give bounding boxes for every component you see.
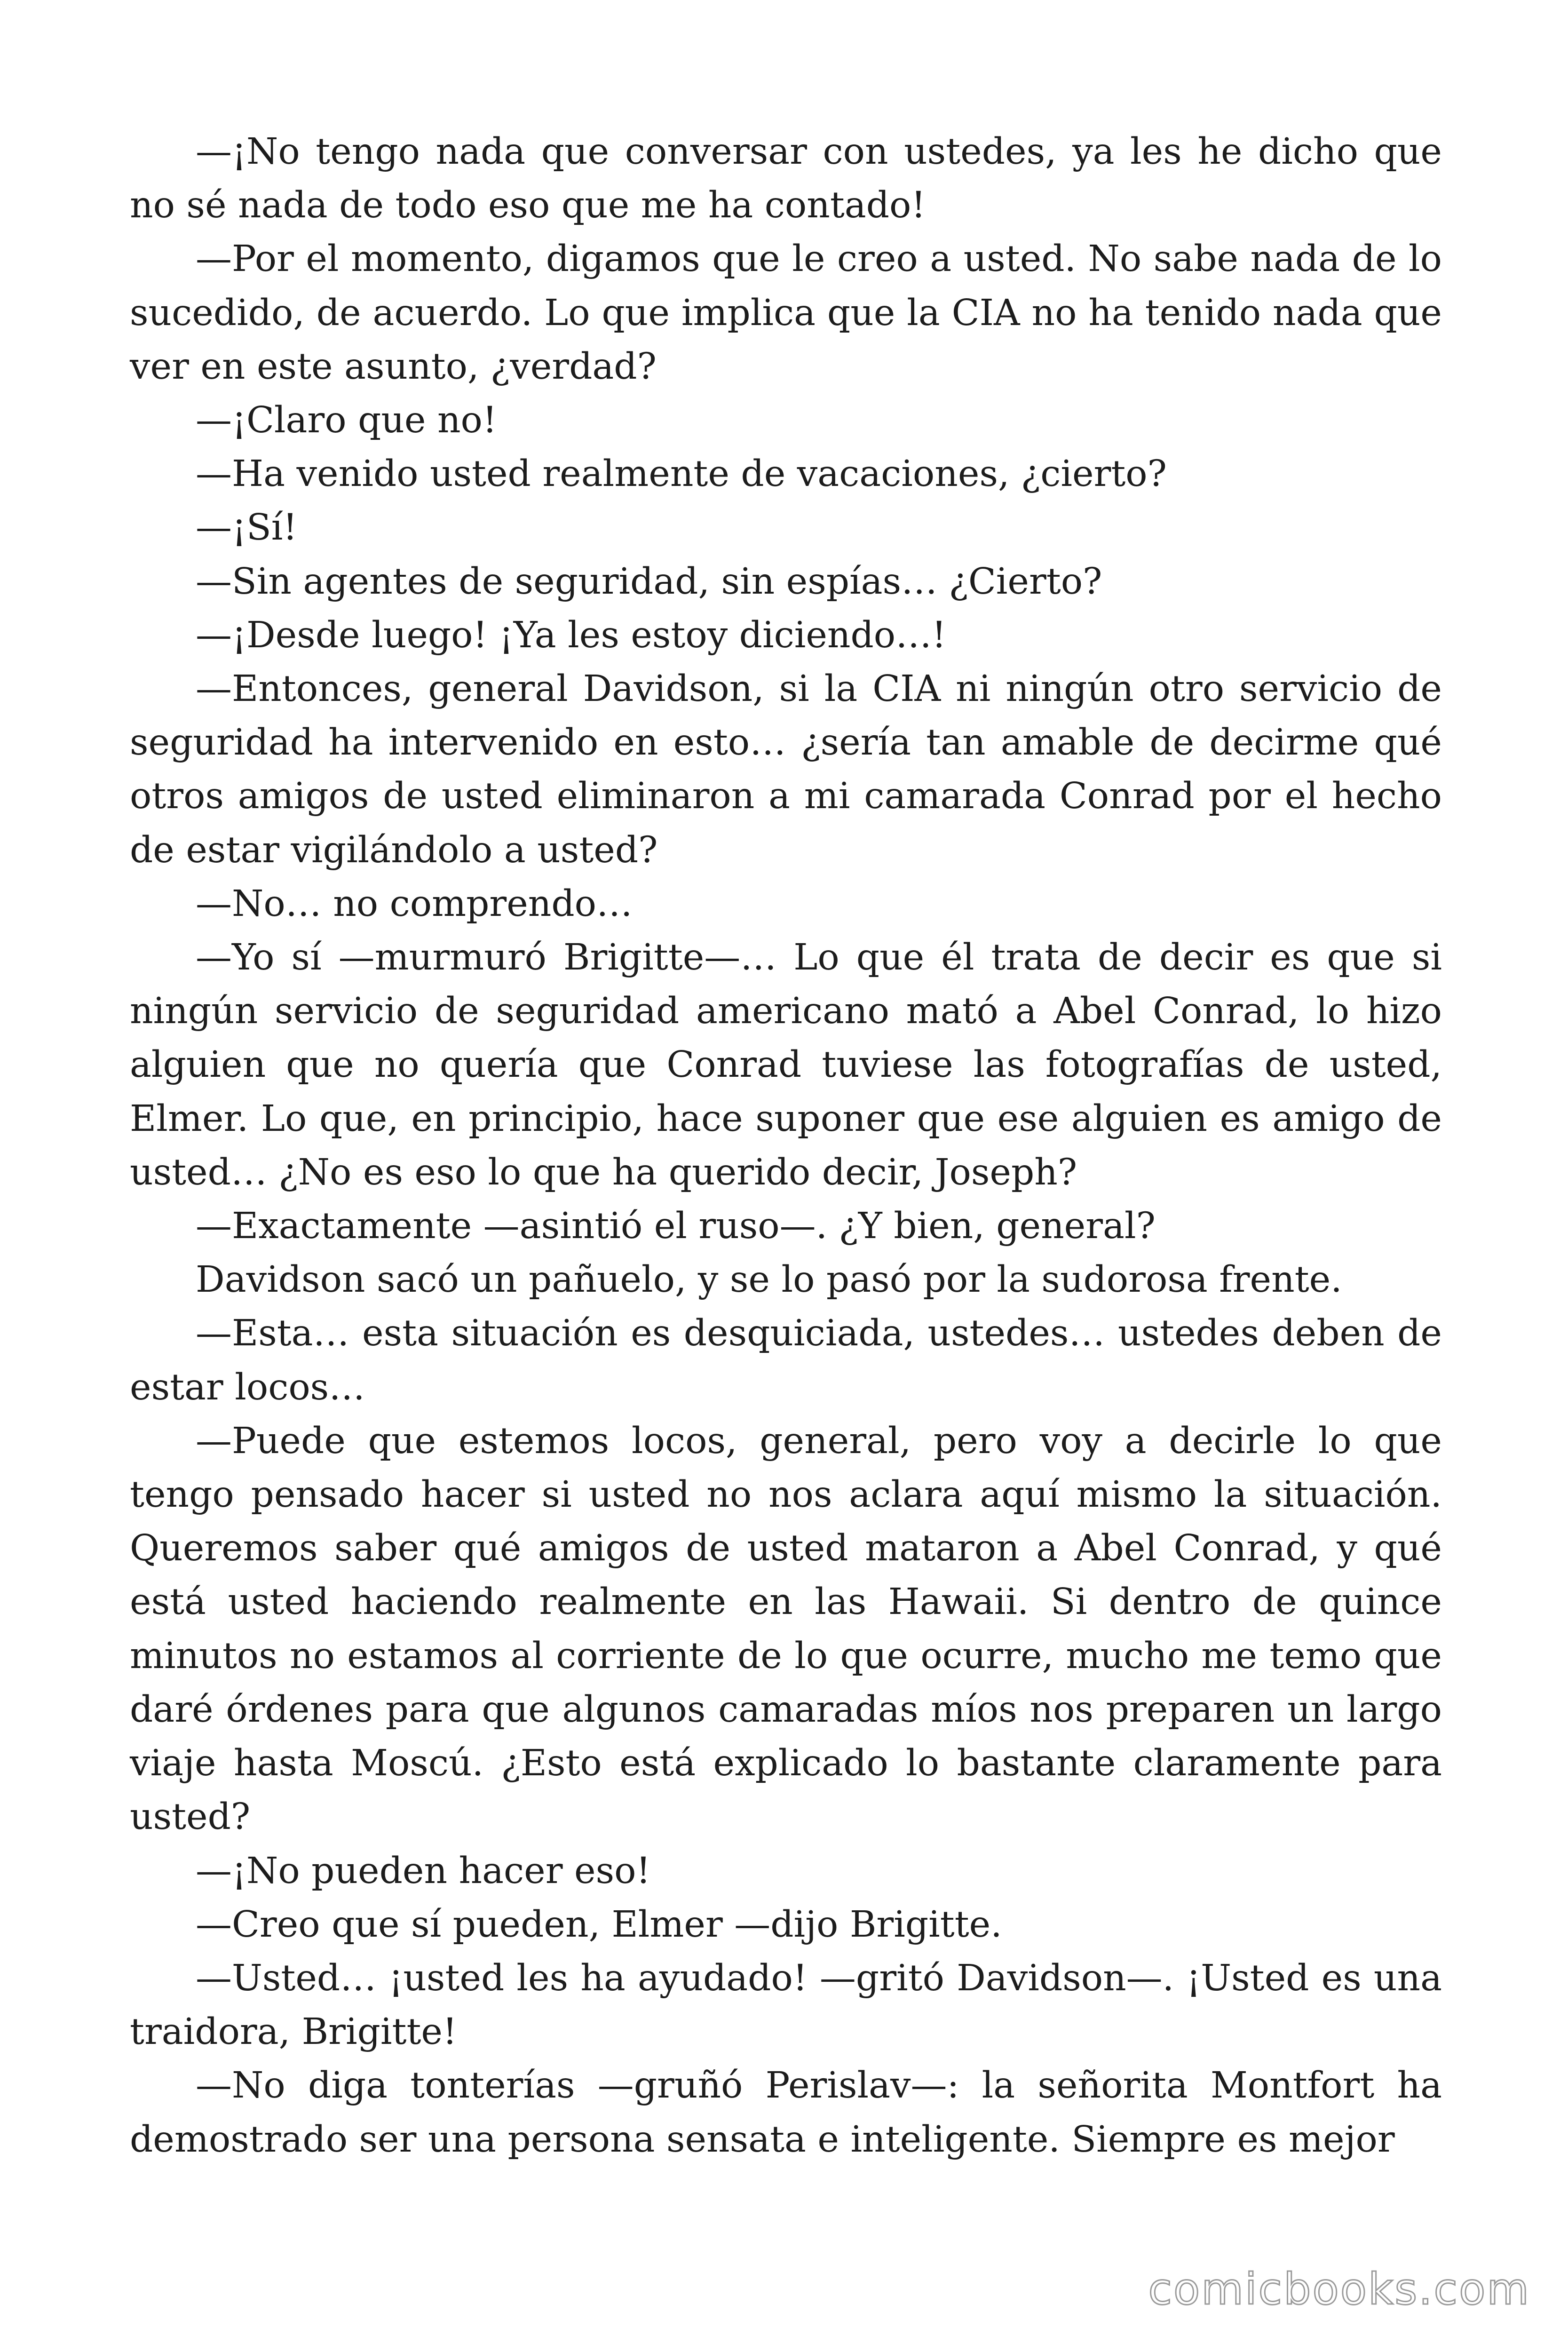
paragraph: —Puede que estemos locos, general, pero voy a decirle lo que tengo pensado hacer si usted no nos aclara aquí mismo la situación. Queremos saber qué amigos de usted mataron a Abel Conrad, y qué está usted haciendo realmente en las Hawaii. Si dentro de quince minutos no estamos al corriente de lo que ocurre, mucho me temo que daré órdenes para que algunos camaradas míos nos preparen un largo viaje hasta Moscú. ¿Esto está explicado lo bastante claramente para usted? (130, 1420, 1442, 1838)
paragraph: —¡Claro que no! (196, 399, 497, 442)
paragraph: —Sin agentes de seguridad, sin espías… ¿Cierto? (196, 560, 1102, 603)
paragraph: —Entonces, general Davidson, si la CIA ni ningún otro servicio de seguridad ha intervenido en esto… ¿sería tan amable de decirme qué otros amigos de usted eliminaron a mi camarada Conrad por el hecho de estar vigilándolo a usted? (130, 668, 1442, 871)
paragraph: —Usted… ¡usted les ha ayudado! —gritó Davidson—. ¡Usted es una traidora, Brigitte! (130, 1957, 1442, 2053)
paragraph: —¡Desde luego! ¡Ya les estoy diciendo…! (196, 614, 947, 656)
paragraph: —¡Sí! (196, 507, 298, 549)
paragraph: —Esta… esta situación es desquiciada, ustedes… ustedes deben de estar locos… (130, 1312, 1442, 1408)
paragraph: —No diga tonterías —gruñó Perislav—: la señorita Montfort ha demostrado ser una persona sensata e inteligente. Siempre es mejor (130, 2065, 1442, 2161)
paragraph: Davidson sacó un pañuelo, y se lo pasó por la sudorosa frente. (196, 1259, 1342, 1301)
body-text (130, 125, 1442, 2167)
paragraph: —Por el momento, digamos que le creo a usted. No sabe nada de lo sucedido, de acuerdo. Lo que implica que la CIA no ha tenido nada que ver en este asunto, ¿verdad? (130, 238, 1442, 388)
paragraph: —Exactamente —asintió el ruso—. ¿Y bien, general? (196, 1205, 1156, 1248)
paragraph: —Creo que sí pueden, Elmer —dijo Brigitte. (196, 1903, 1002, 1946)
paragraph: —Ha venido usted realmente de vacaciones, ¿cierto? (196, 453, 1167, 495)
paragraph: —No… no comprendo… (196, 882, 633, 925)
paragraph: —¡No tengo nada que conversar con ustedes, ya les he dicho que no sé nada de todo eso que me ha contado! (130, 131, 1442, 227)
paragraph: —¡No pueden hacer eso! (196, 1850, 651, 1892)
paragraph: —Yo sí —murmuró Brigitte—… Lo que él trata de decir es que si ningún servicio de seguridad americano mató a Abel Conrad, lo hizo alguien que no quería que Conrad tuviese las fotografías de usted, Elmer. Lo que, en principio, hace suponer que ese alguien es amigo de usted… ¿No es eso lo que ha querido decir, Joseph? (130, 937, 1442, 1193)
watermark-logo: comicbooks.com (1148, 2264, 1530, 2314)
